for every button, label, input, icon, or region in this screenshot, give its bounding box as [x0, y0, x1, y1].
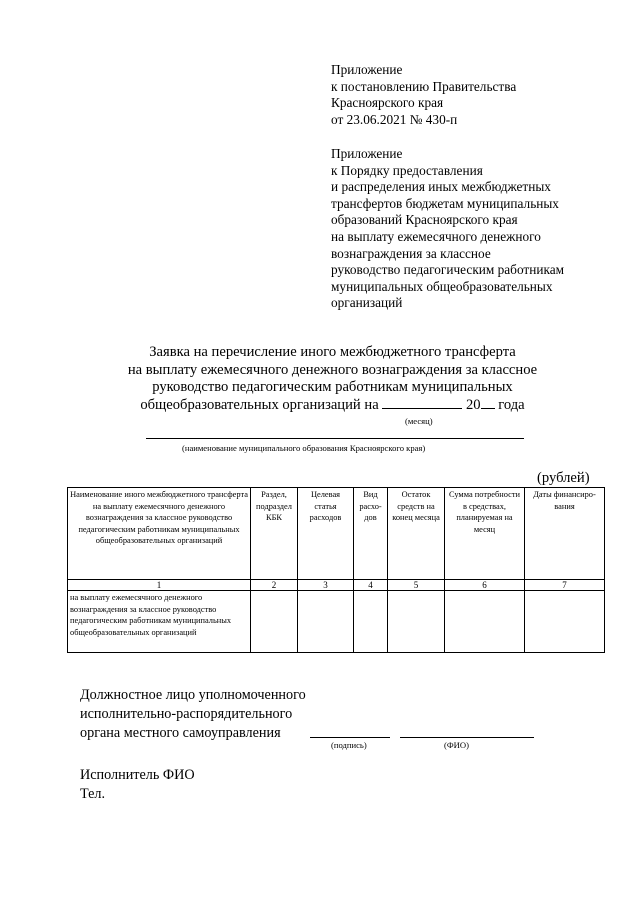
header-cell-need: Сумма потребности в средствах, планируемая на месяц [445, 488, 525, 580]
appendix-line: муниципальных общеобразовательных [331, 278, 553, 294]
title-line-period [60, 397, 605, 415]
header-cell-name: Наименование иного межбюджетного трансферта на выплату ежемесячного денежного вознаграждения за классное руководство педагогическим работникам муниципальных общеобразовательных организаций [68, 488, 251, 580]
row-balance-cell[interactable] [388, 591, 445, 653]
column-number: 7 [525, 580, 605, 591]
column-number: 3 [298, 580, 354, 591]
appendix-line: и распределения иных межбюджетных [331, 179, 551, 195]
month-blank[interactable] [382, 408, 462, 409]
appendix-line: образований Красноярского края [331, 212, 518, 228]
title-line4-prefix: общеобразовательных организаций на [140, 396, 379, 413]
month-caption: (месяц) [405, 416, 433, 426]
signature-line: органа местного самоуправления [80, 725, 281, 741]
year-suffix: года [498, 396, 525, 413]
column-number: 1 [68, 580, 251, 591]
transfer-request-table [67, 487, 605, 653]
sign-caption: (подпись) [331, 740, 367, 750]
signature-official [80, 686, 306, 743]
executor-line: Тел. [80, 786, 106, 802]
municipality-caption: (наименование муниципального образования Красноярского края) [182, 443, 426, 453]
appendix-line: Приложение [331, 62, 403, 77]
row-dates-cell[interactable] [525, 591, 605, 653]
row-type-cell[interactable] [354, 591, 388, 653]
table-row [68, 591, 605, 653]
header-cell-target: Целевая статья расходов [298, 488, 354, 580]
row-target-cell[interactable] [298, 591, 354, 653]
row-name-cell: на выплату ежемесячного денежного вознаграждения за классное руководство педагогическим работникам муниципальных общеобразовательных организаций [68, 591, 251, 653]
year-prefix: 20 [466, 396, 481, 413]
appendix-line: трансфертов бюджетам муниципальных [331, 195, 559, 211]
municipality-line[interactable] [146, 438, 524, 439]
signature-blank[interactable] [310, 737, 390, 738]
column-number: 6 [445, 580, 525, 591]
fio-caption: (ФИО) [444, 740, 469, 750]
row-section-cell[interactable] [251, 591, 298, 653]
executor-line: Исполнитель ФИО [80, 767, 195, 783]
header-cell-type: Вид расхо-дов [354, 488, 388, 580]
column-number: 4 [354, 580, 388, 591]
column-number: 2 [251, 580, 298, 591]
fio-blank[interactable] [400, 737, 534, 738]
table-number-row [68, 580, 605, 591]
appendix-line: вознаграждения за классное [331, 245, 491, 261]
appendix-line: организаций [331, 295, 403, 311]
header-cell-section: Раздел, подраздел КБК [251, 488, 298, 580]
row-need-cell[interactable] [445, 591, 525, 653]
appendix-header-procedure [331, 146, 564, 312]
appendix-line: от 23.06.2021 № 430-п [331, 111, 458, 127]
units-label: (рублей) [537, 470, 590, 486]
appendix-line: Приложение [331, 146, 403, 161]
appendix-line: на выплату ежемесячного денежного [331, 228, 541, 244]
column-number: 5 [388, 580, 445, 591]
appendix-line: руководство педагогическим работникам [331, 262, 565, 278]
title-line: Заявка на перечисление иного межбюджетного трансферта [149, 344, 516, 360]
appendix-line: к Порядку предоставления [331, 162, 483, 178]
appendix-line: к постановлению Правительства [331, 78, 517, 94]
appendix-line: Красноярского края [331, 95, 444, 111]
title-line: на выплату ежемесячного денежного вознаграждения за классное [127, 361, 538, 378]
document-title [60, 344, 605, 414]
appendix-header-government [331, 62, 516, 128]
header-cell-dates: Даты финансиро-вания [525, 488, 605, 580]
table-header-row [68, 488, 605, 580]
header-cell-balance: Остаток средств на конец месяца [388, 488, 445, 580]
title-line: руководство педагогическим работникам муниципальных [152, 379, 513, 396]
signature-line: Должностное лицо уполномоченного [80, 687, 306, 703]
signature-line: исполнительно-распорядительного [80, 706, 293, 722]
executor-block [80, 766, 195, 804]
year-blank[interactable] [481, 408, 495, 409]
